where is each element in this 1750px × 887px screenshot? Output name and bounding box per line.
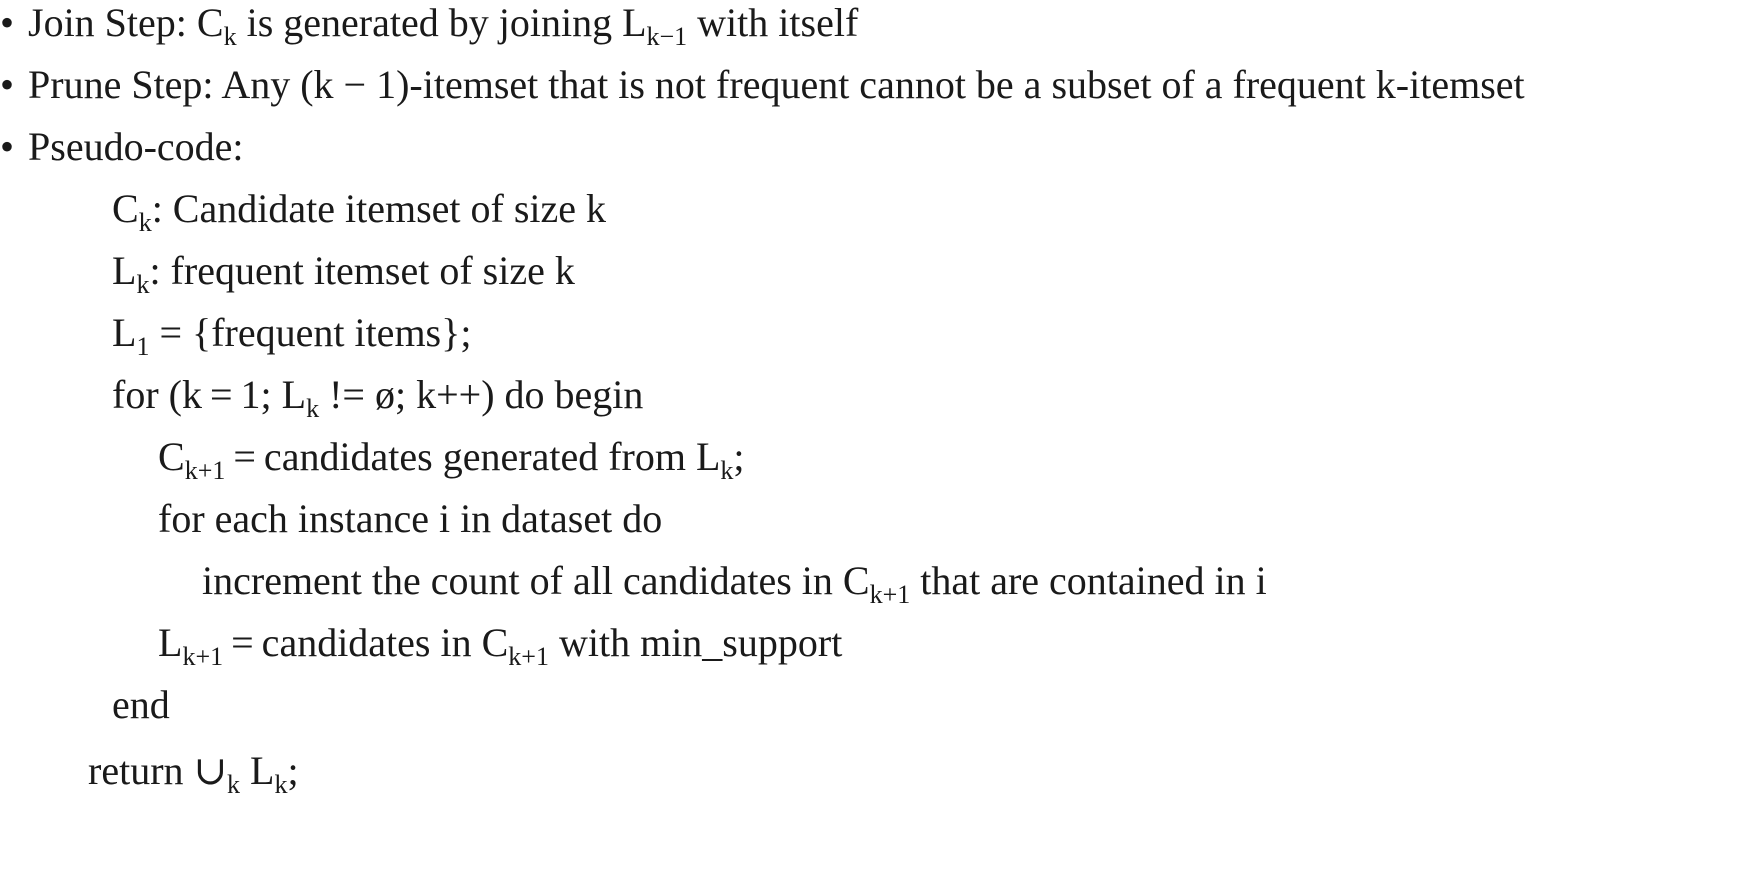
return-union-sub: k xyxy=(227,770,241,799)
bullet-glyph: • xyxy=(0,124,15,169)
join-step-sub-k-minus-1: k−1 xyxy=(646,22,688,51)
bullet-glyph: • xyxy=(0,0,15,45)
lk1-symbol: L xyxy=(158,620,183,665)
lk1-end: with min_support xyxy=(548,620,843,665)
ck1-symbol: C xyxy=(158,434,185,479)
lk1-text: = candidates in C xyxy=(223,620,509,665)
l1-text: = {frequent items}; xyxy=(149,310,472,355)
increment-sub: k+1 xyxy=(869,580,911,609)
end-statement xyxy=(112,682,170,728)
increment-b: that are contained in i xyxy=(910,558,1267,603)
l1-symbol: L xyxy=(112,310,137,355)
join-step-mid: is generated by joining L xyxy=(236,0,647,45)
lk-definition xyxy=(112,248,575,299)
ck-def-text: : Candidate itemset of size k xyxy=(151,186,607,231)
ck-def-symbol: C xyxy=(112,186,139,231)
bullet-glyph: • xyxy=(0,62,15,107)
prune-step-text: Prune Step: Any (k − 1)-itemset that is not frequent cannot be a subset of a frequent k-itemset xyxy=(28,62,1525,107)
join-step-prefix: Join Step: C xyxy=(28,0,224,45)
lk-def-text: : frequent itemset of size k xyxy=(149,248,575,293)
pseudo-code-label: Pseudo-code: xyxy=(28,124,244,169)
ck1-generation xyxy=(158,434,745,485)
increment-a: increment the count of all candidates in C xyxy=(202,558,870,603)
prune-step-line xyxy=(0,62,1525,108)
for-each-text: for each instance i in dataset do xyxy=(158,496,663,541)
ck1-text: = candidates generated from L xyxy=(225,434,721,479)
end-text: end xyxy=(112,682,170,727)
ck1-lk-sub: k xyxy=(720,456,734,485)
for-loop-b: != ø; k++) do begin xyxy=(319,372,644,417)
l1-init xyxy=(112,310,472,361)
for-loop-header xyxy=(112,372,644,423)
for-loop-a: for (k = 1; L xyxy=(112,372,307,417)
lk-def-sub: k xyxy=(136,270,150,299)
ck1-end: ; xyxy=(733,434,745,479)
join-step-sub-k: k xyxy=(223,22,237,51)
pseudo-code-heading xyxy=(0,124,244,170)
ck1-sub: k+1 xyxy=(184,456,226,485)
join-step-line xyxy=(0,0,859,51)
return-l-sub: k xyxy=(274,770,288,799)
l1-sub: 1 xyxy=(136,332,150,361)
return-end: ; xyxy=(287,748,299,793)
return-statement xyxy=(88,748,299,799)
ck-def-sub: k xyxy=(138,208,152,237)
join-step-suffix: with itself xyxy=(687,0,859,45)
for-loop-sub: k xyxy=(306,394,320,423)
lk1-sub: k+1 xyxy=(182,642,224,671)
return-l: L xyxy=(240,748,275,793)
return-a: return ∪ xyxy=(88,748,228,793)
for-each-instance xyxy=(158,496,662,542)
lk1-ck-sub: k+1 xyxy=(508,642,549,671)
lk1-generation xyxy=(158,620,843,671)
increment-count xyxy=(202,558,1267,609)
lk-def-symbol: L xyxy=(112,248,137,293)
ck-definition xyxy=(112,186,607,237)
